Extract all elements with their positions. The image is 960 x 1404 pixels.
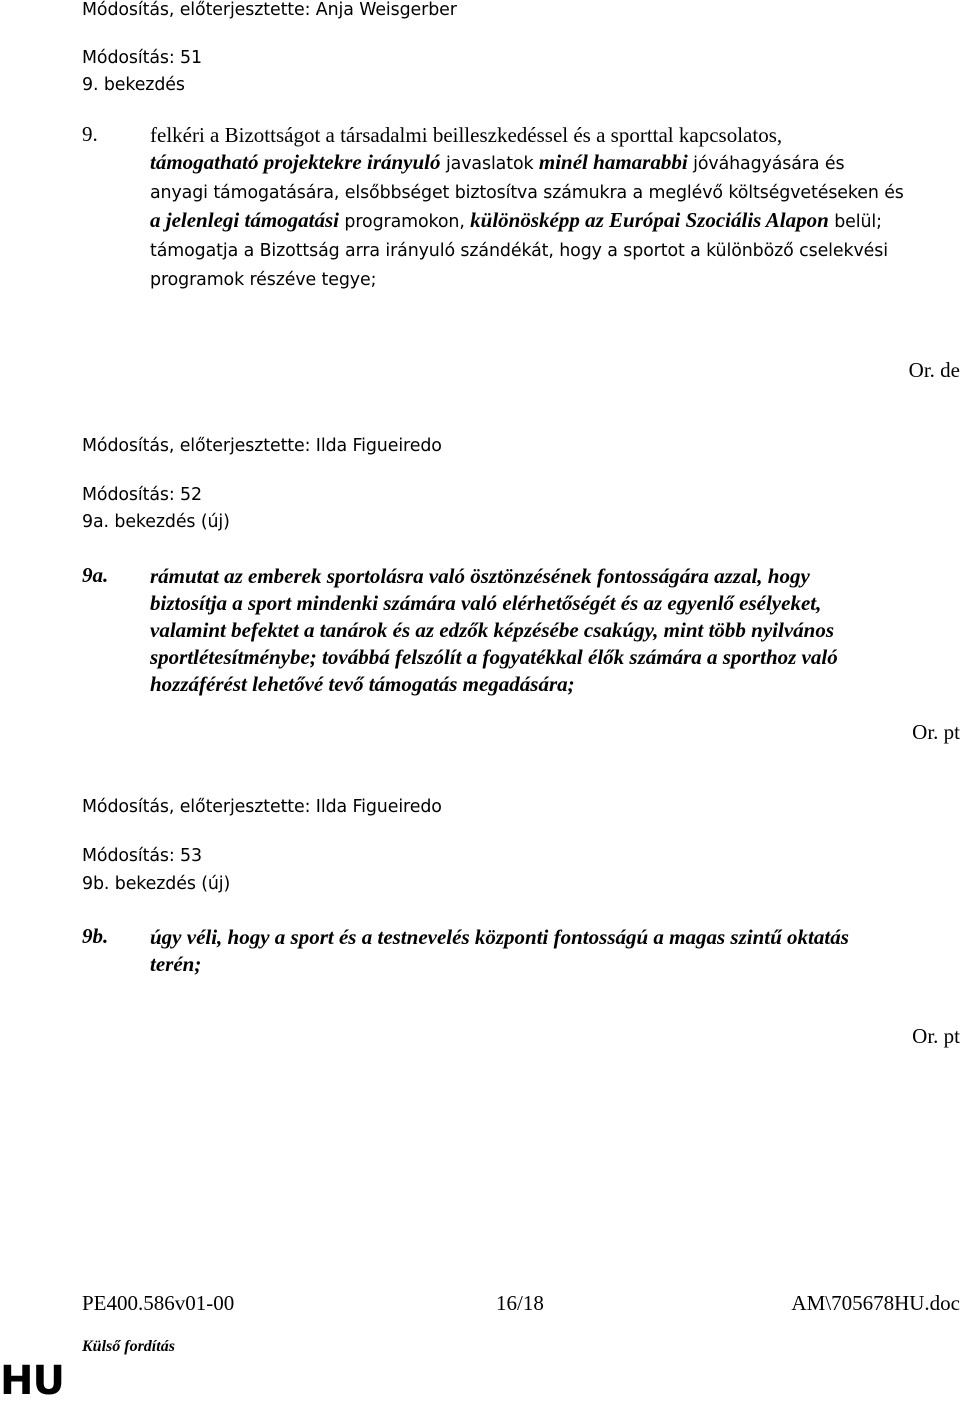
amendment-text	[150, 563, 838, 698]
footer-translation-note: Külső fordítás	[82, 1338, 175, 1355]
text-line	[150, 563, 838, 590]
original-language: Or. de	[908, 358, 960, 382]
amendment-item-number: 9a.	[82, 563, 109, 587]
text-line	[150, 122, 904, 149]
amendment-author: Módosítás, előterjesztette: Anja Weisgerber	[82, 0, 457, 20]
text-line	[150, 236, 904, 265]
amendment-text	[150, 122, 904, 294]
text-line	[150, 671, 838, 698]
text-line	[150, 644, 838, 671]
original-language: Or. pt	[912, 1024, 960, 1048]
amendment-paragraph: 9. bekezdés	[82, 75, 185, 95]
text-run: javaslatok	[440, 154, 539, 174]
language-code: HU	[0, 1358, 64, 1404]
footer-doc-ref: PE400.586v01-00	[82, 1291, 235, 1315]
text-line	[150, 951, 849, 978]
text-run: sportlétesítménybe; továbbá felszólít a fogyatékkal élők számára a sporthoz való	[150, 645, 838, 669]
text-run: támogatja a Bizottság arra irányuló szándékát, hogy a sportot a különböző cselekvési	[150, 241, 888, 261]
text-run: terén;	[150, 952, 202, 976]
amendment-number: Módosítás: 51	[82, 48, 202, 68]
text-line	[150, 924, 849, 951]
text-run: biztosítja a sport mindenki számára való elérhetőségét és az egyenlő esélyeket,	[150, 591, 822, 615]
text-run: hozzáférést lehetővé tevő támogatás megadására;	[150, 672, 575, 696]
original-language: Or. pt	[912, 720, 960, 744]
text-run: jóváhagyására és	[687, 154, 845, 174]
text-run: különösképp az Európai Szociális Alapon	[470, 208, 829, 232]
text-run: programok részéve tegye;	[150, 270, 377, 290]
footer-page-number: 16/18	[496, 1291, 544, 1315]
text-run: valamint befektet a tanárok és az edzők képzésébe csakúgy, mint több nyilvános	[150, 618, 835, 642]
amendment-paragraph: 9a. bekezdés (új)	[82, 512, 230, 532]
text-run: úgy véli, hogy a sport és a testnevelés központi fontosságú a magas szintű oktatás	[150, 925, 849, 949]
text-run: rámutat az emberek sportolásra való ösztönzésének fontosságára azzal, hogy	[150, 564, 810, 588]
text-run: minél hamarabbi	[538, 150, 688, 174]
amendment-paragraph: 9b. bekezdés (új)	[82, 874, 231, 894]
amendment-text	[150, 924, 849, 978]
text-line	[150, 265, 904, 294]
text-run: felkéri a Bizottságot a társadalmi beilleszkedéssel és a sporttal kapcsolatos,	[150, 123, 783, 147]
amendment-number: Módosítás: 53	[82, 846, 202, 866]
text-line	[150, 178, 904, 207]
amendment-author: Módosítás, előterjesztette: Ilda Figueiredo	[82, 436, 442, 456]
amendment-item-number: 9.	[82, 122, 98, 146]
text-run: programokon,	[339, 212, 471, 232]
footer-file-name: AM\705678HU.doc	[791, 1291, 960, 1315]
amendment-number: Módosítás: 52	[82, 485, 202, 505]
amendment-author: Módosítás, előterjesztette: Ilda Figueiredo	[82, 797, 442, 817]
text-run: támogatható projektekre irányuló	[150, 150, 441, 174]
text-line	[150, 590, 838, 617]
amendment-item-number: 9b.	[82, 924, 109, 948]
text-run: belül;	[828, 212, 882, 232]
text-run: a jelenlegi támogatási	[150, 208, 339, 232]
text-line	[150, 149, 904, 178]
text-line	[150, 617, 838, 644]
text-line	[150, 207, 904, 236]
text-run: anyagi támogatására, elsőbbséget biztosítva számukra a meglévő költségvetéseken és	[150, 183, 904, 203]
